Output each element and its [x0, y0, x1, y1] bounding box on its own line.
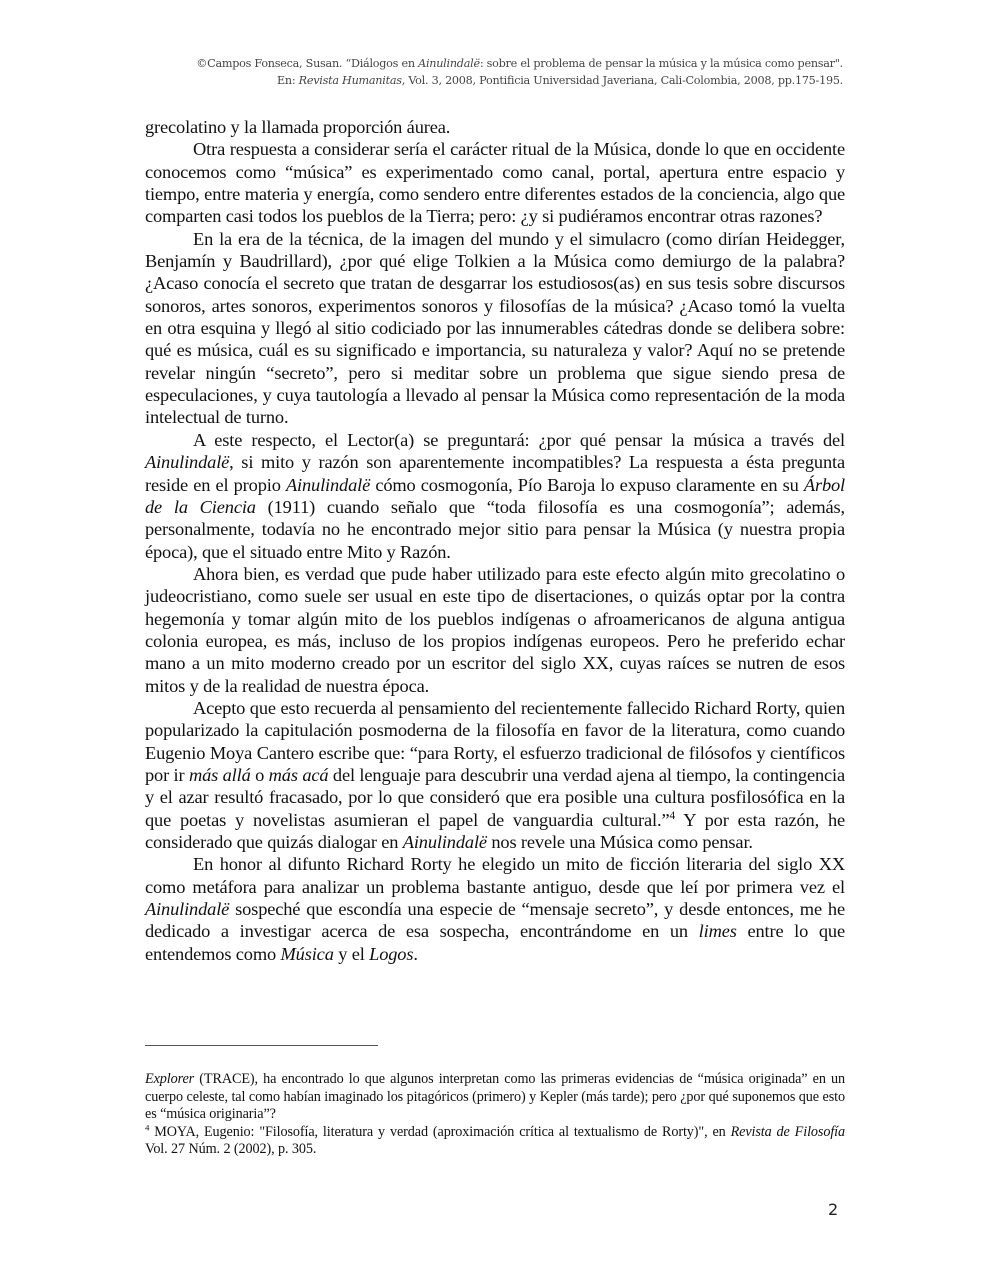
header-citation-line-1: ©Campos Fonseca, Susan. “Diálogos en Ainulindalë: sobre el problema de pensar la música y la música como pensar".: [196, 57, 843, 70]
footnote-separator: [145, 1045, 378, 1046]
paragraph-rorty: Acepto que esto recuerda al pensamiento del recientemente fallecido Richard Rorty, quien popularizado la capitulación posmoderna de la filosofía en favor de la literatura, como cuando Eugenio Moya Cantero escribe que: “para Rorty, el esfuerzo tradicional de filósofos y científicos por ir más allá o más acá del lenguaje para descubrir una verdad ajena al tiempo, la contingencia y el azar resultó fracasado, por lo que consideró que era posible una cultura posfilosófica en la que poetas y novelistas asumieran el papel de vanguardia cultural.”$^4$ Y por esta razón, he considerado que quizás dialogar en Ainulindalë nos revele una Música como pensar.: [145, 697, 845, 852]
header-citation-line-2: En: Revista Humanitas, Vol. 3, 2008, Pontificia Universidad Javeriana, Cali-Colombia, 2008, pp.175-195.: [276, 74, 843, 87]
paragraph-era-of-technique: En la era de la técnica, de la imagen del mundo y el simulacro (como dirían Heidegger, Benjamín y Baudrillard), ¿por qué elige Tolkien a la Música como demiurgo de la palabra? ¿Acaso conocía el secreto que tratan de desgarrar los estudiosos(as) en sus tesis sobre discursos sonoros, artes sonoros, experimentos sonoros y filosofías de la música? ¿Acaso tomó la vuelta en otra esquina y llegó al sitio codiciado por las innumerables cátedras donde se delibera sobre: qué es música, cuál es su significado e importancia, su naturaleza y valor? Aquí no se pretende revelar ningún “secreto”, pero si meditar sobre un problema que sigue siendo presa de especulaciones, y cuya tautología a llevado al pensar la Música como representación de la moda intelectual de turno.: [145, 228, 845, 428]
footnote-reference-4[interactable]: 4: [669, 809, 676, 822]
paragraph-modern-myth: Ahora bien, es verdad que pude haber utilizado para este efecto algún mito grecolatino o judeocristiano, como suele ser usual en este tipo de disertaciones, o quizás optar por la contra hegemonía y tomar algún mito de los pueblos indígenas o afroamericanos de alguna antigua colonia europea, es más, incluso de los propios indígenas europeos. Pero he preferido echar mano a un mito moderno creado por un escritor del siglo XX, cuyas raíces se nutren de esos mitos y de la realidad de nuestra época.: [145, 563, 845, 696]
body-text: [145, 116, 845, 965]
header-work-title: Ainulindalë: [418, 57, 480, 70]
paragraph-continued: grecolatino y la llamada proporción áurea.: [145, 117, 451, 137]
running-header: [123, 55, 843, 89]
paragraph-honor-rorty: En honor al difunto Richard Rorty he elegido un mito de ficción literaria del siglo XX como metáfora para analizar un problema bastante antiguo, desde que leí por primera vez el Ainulindalë sospeché que escondía una especie de “mensaje secreto”, y desde entonces, me he dedicado a investigar acerca de esa sospecha, encontrándome en un limes entre lo que entendemos como Música y el Logos.: [145, 854, 845, 964]
paragraph-myth-and-reason: A este respecto, el Lector(a) se preguntará: ¿por qué pensar la música a través del Ainulindalë, si mito y razón son aparentemente incompatibles? La respuesta a ésta pregunta reside en el propio Ainulindalë cómo cosmogonía, Pío Baroja lo expuso claramente en su Árbol de la Ciencia (1911) cuando señalo que “toda filosofía es una cosmogonía”; además, personalmente, todavía no he encontrado mejor sitio para pensar la Música (y nuestra propia época), que el situado entre Mito y Razón.: [145, 429, 846, 562]
footnote-continued: Explorer (TRACE), ha encontrado lo que algunos interpretan como las primeras evidencias de “música originada” en un cuerpo celeste, tal como habían imaginado los pitagóricos (primero) y Kepler (más tarde); pero ¿por qué suponemos que esto es “música originaria”?: [145, 1071, 845, 1123]
footnote-number-4: 4: [145, 1122, 150, 1133]
header-journal-title: Revista Humanitas: [298, 74, 402, 87]
footnotes: [145, 1071, 845, 1159]
paragraph-ritual-character: Otra respuesta a considerar sería el carácter ritual de la Música, donde lo que en occidente conocemos como “música” es experimentado como canal, portal, apertura entre espacio y tiempo, entre materia y energía, como sendero entre diferentes estados de la conciencia, algo que comparten casi todos los pueblos de la Tierra; pero: ¿y si pudiéramos encontrar otras razones?: [145, 139, 845, 227]
footnote-4: $^4$ MOYA, Eugenio: "Filosofía, literatura y verdad (aproximación crítica al textualismo de Rorty)", en Revista de Filosofía Vol. 27 Núm. 2 (2002), p. 305.: [145, 1122, 846, 1158]
page-number: 2: [828, 1200, 839, 1219]
